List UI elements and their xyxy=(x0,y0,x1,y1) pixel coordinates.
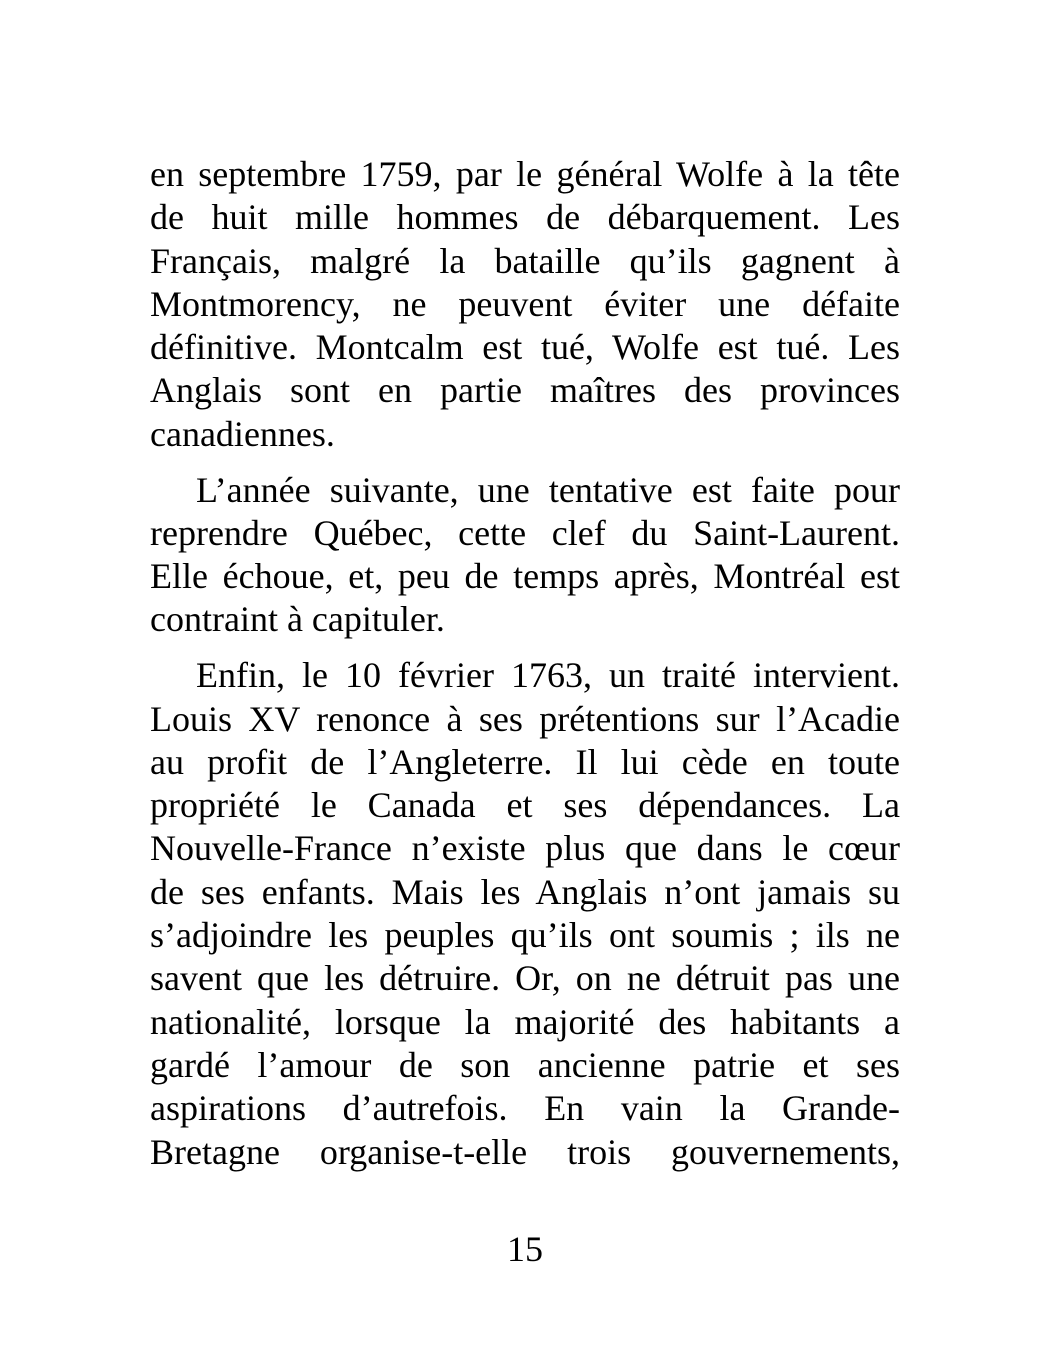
text-line: L’année suivante, une tentative est faite pour xyxy=(196,469,900,510)
paragraph-2 xyxy=(150,469,900,642)
text-line: au profit de l’Angleterre. Il lui cède en toute xyxy=(150,741,900,782)
text-line: Enfin, le 10 février 1763, un traité intervient. xyxy=(196,655,900,696)
text-line: Français, malgré la bataille qu’ils gagnent à xyxy=(150,240,900,281)
text-line: Bretagne organise-t-elle trois gouvernements, xyxy=(150,1131,900,1172)
text-line: nationalité, lorsque la majorité des habitants a xyxy=(150,1001,900,1042)
text-line: Anglais sont en partie maîtres des provinces xyxy=(150,370,900,411)
text-line: canadiennes. xyxy=(150,413,335,454)
text-line: de huit mille hommes de débarquement. Les xyxy=(150,197,900,238)
text-line: définitive. Montcalm est tué, Wolfe est tué. Les xyxy=(150,327,900,368)
text-line: Montmorency, ne peuvent éviter une défaite xyxy=(150,283,900,324)
text-line: gardé l’amour de son ancienne patrie et ses xyxy=(150,1044,900,1085)
paragraph-3 xyxy=(150,654,900,1174)
text-line: en septembre 1759, par le général Wolfe à la tête xyxy=(150,154,900,194)
text-line: propriété le Canada et ses dépendances. La xyxy=(150,785,900,826)
text-line: aspirations d’autrefois. En vain la Grande- xyxy=(150,1088,900,1129)
text-line: Nouvelle-France n’existe plus que dans le cœur xyxy=(150,828,900,869)
text-line: s’adjoindre les peuples qu’ils ont soumis ; ils ne xyxy=(150,915,900,956)
text-line: Louis XV renonce à ses prétentions sur l’Acadie xyxy=(150,698,900,739)
text-line: contraint à capituler. xyxy=(150,599,445,640)
page-body xyxy=(150,153,900,1174)
text-line: de ses enfants. Mais les Anglais n’ont jamais su xyxy=(150,871,900,912)
text-line: savent que les détruire. Or, on ne détruit pas une xyxy=(150,958,900,999)
paragraph-1 xyxy=(150,153,900,456)
text-line: reprendre Québec, cette clef du Saint-Laurent. xyxy=(150,512,900,553)
page-number: 15 xyxy=(507,1229,543,1269)
text-line: Elle échoue, et, peu de temps après, Montréal est xyxy=(150,556,900,597)
